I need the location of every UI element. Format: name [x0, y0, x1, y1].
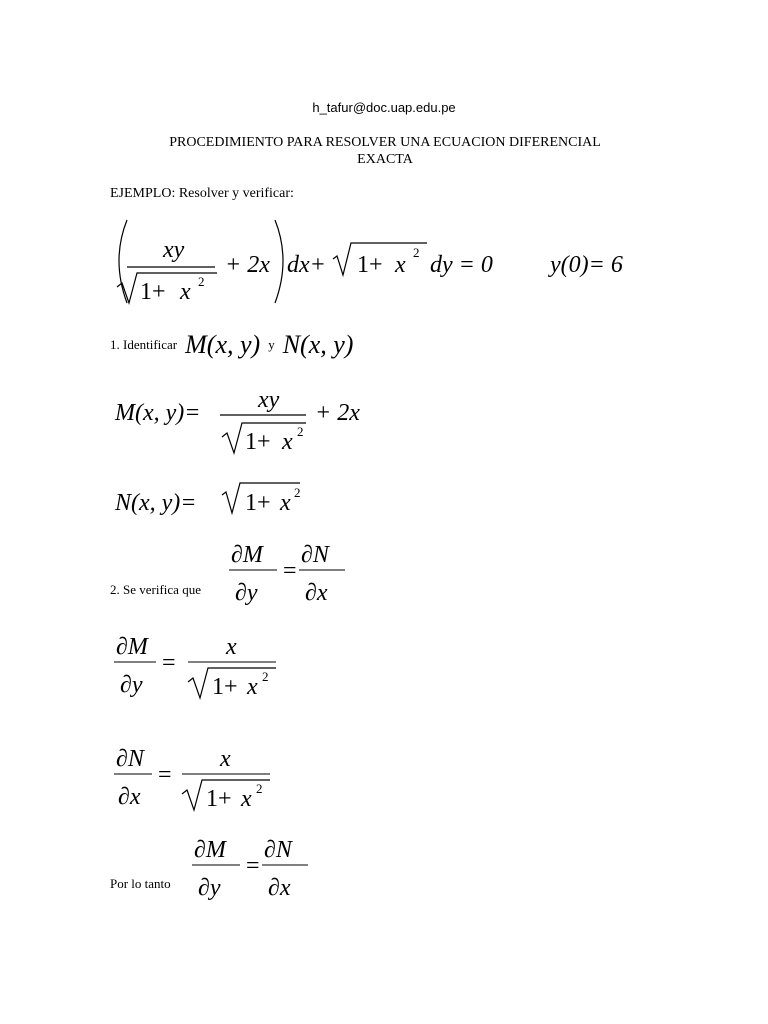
eq-radicand2-exp: 2 — [413, 245, 420, 260]
step2-criterion — [225, 540, 355, 610]
m-radicand-exp: 2 — [297, 424, 304, 439]
dMdy-rhs-num: x — [226, 634, 237, 660]
crit-dx: ∂x — [305, 580, 328, 606]
eq-radicand2-x: x — [395, 252, 406, 278]
document-title — [140, 134, 630, 168]
n-radicand-one: 1+ — [245, 490, 271, 516]
step1-n-func: N(x, y) — [282, 330, 354, 359]
conclusion-criterion — [188, 835, 318, 905]
left-paren — [119, 220, 127, 303]
m-numerator: xy — [258, 387, 280, 413]
title-line-2: EXACTA — [357, 152, 413, 167]
step1-line — [110, 332, 353, 358]
concl-dN: ∂N — [264, 837, 292, 863]
concl-dy: ∂y — [198, 875, 221, 901]
dM-dy-result — [110, 630, 300, 710]
crit-eq: = — [283, 558, 297, 584]
m-lhs: M(x, y)= — [115, 400, 201, 426]
main-equation — [105, 215, 665, 315]
n-lhs: N(x, y)= — [115, 490, 197, 516]
dNdx-eq: = — [158, 762, 172, 788]
step1-connector: y — [268, 337, 275, 352]
dNdx-radicand-one: 1+ — [206, 786, 232, 812]
eq-radicand-exp: 2 — [198, 274, 205, 289]
dMdy-radicand-exp: 2 — [262, 669, 269, 684]
eq-dx-plus: dx+ — [287, 252, 326, 278]
m-radicand-x: x — [282, 429, 293, 455]
m-definition — [110, 385, 410, 465]
dMdy-eq: = — [162, 650, 176, 676]
right-paren — [275, 220, 283, 303]
dMdy-den: ∂y — [120, 672, 143, 698]
eq-radicand-x: x — [180, 279, 191, 305]
eq-numerator: xy — [163, 237, 185, 263]
crit-dy: ∂y — [235, 580, 258, 606]
step1-m-func: M(x, y) — [185, 330, 261, 359]
dNdx-num: ∂N — [116, 746, 144, 772]
crit-dN: ∂N — [301, 542, 329, 568]
dN-dx-result — [110, 742, 300, 822]
concl-dx: ∂x — [268, 875, 291, 901]
example-label: EJEMPLO: Resolver y verificar: — [110, 186, 294, 201]
step1-label: 1. Identificar — [110, 337, 178, 352]
n-definition — [110, 475, 330, 525]
concl-dM: ∂M — [194, 837, 226, 863]
dNdx-den: ∂x — [118, 784, 141, 810]
dMdy-radicand-one: 1+ — [212, 674, 238, 700]
m-plus-term: + 2x — [315, 400, 360, 426]
dMdy-radicand-x: x — [247, 674, 258, 700]
n-radicand-exp: 2 — [294, 485, 301, 500]
m-radicand-one: 1+ — [245, 429, 271, 455]
dNdx-radicand-x: x — [241, 786, 252, 812]
author-email: h_tafur@doc.uap.edu.pe — [312, 100, 456, 115]
dMdy-num: ∂M — [116, 634, 148, 660]
conclusion-label: Por lo tanto — [110, 876, 171, 891]
concl-eq: = — [246, 853, 260, 879]
crit-dM: ∂M — [231, 542, 263, 568]
n-radicand-x: x — [280, 490, 291, 516]
dNdx-radicand-exp: 2 — [256, 781, 263, 796]
eq-dy-zero: dy = 0 — [430, 252, 493, 278]
initial-condition: y(0)= 6 — [550, 252, 623, 278]
eq-radicand-one: 1+ — [140, 279, 166, 305]
eq-plus-term: + 2x — [225, 252, 270, 278]
title-line-1: PROCEDIMIENTO PARA RESOLVER UNA ECUACION DIFERENCIAL — [169, 135, 601, 150]
dNdx-rhs-num: x — [220, 746, 231, 772]
eq-radicand2-one: 1+ — [357, 252, 383, 278]
step2-label: 2. Se verifica que — [110, 582, 201, 597]
